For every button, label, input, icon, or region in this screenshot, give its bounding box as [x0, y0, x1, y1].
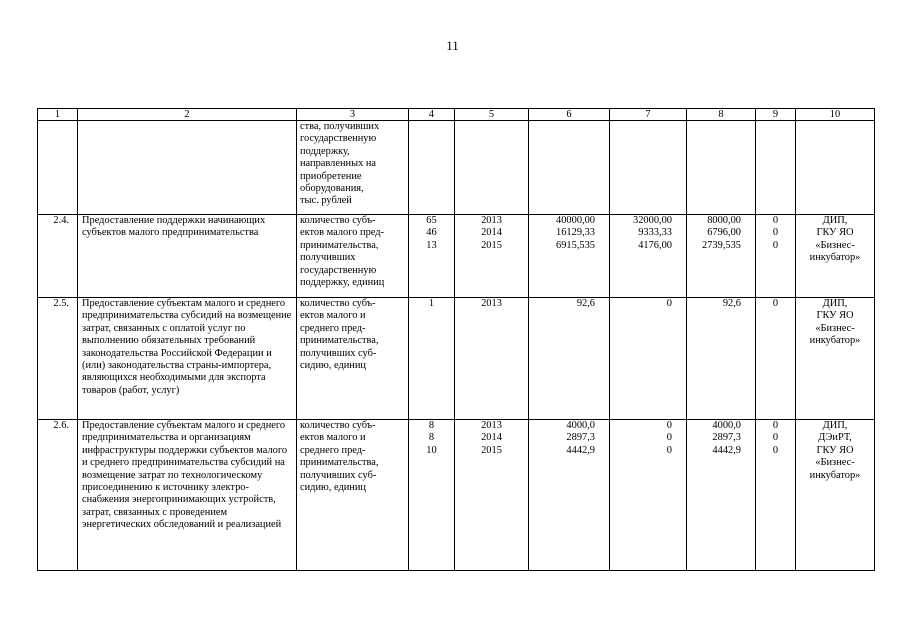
row-number: 2.6.: [38, 420, 78, 571]
indicator: ства, получивших государственную поддержку, направленных на приобретение оборудования, тыс. рублей: [297, 121, 409, 215]
table-header-row: [38, 109, 875, 121]
regional-amount: [687, 121, 756, 215]
regional-amount: 92,6: [687, 298, 756, 420]
col-header-4: 4: [409, 109, 455, 121]
regional-amount: 4000,0 2897,3 4442,9: [687, 420, 756, 571]
col-header-6: 6: [529, 109, 610, 121]
local-amount: [756, 121, 796, 215]
federal-amount: 0 0 0: [610, 420, 687, 571]
program-table: [37, 108, 875, 571]
table-row: [38, 121, 875, 215]
regional-amount: 8000,00 6796,00 2739,535: [687, 215, 756, 298]
federal-amount: 32000,00 9333,33 4176,00: [610, 215, 687, 298]
measure-name: Предоставление субъектам малого и среднего предпринимательства и организациям инфраструктуры поддержки субъектов малого и среднего предпринимательства субсидий на возмещение затрат по технологическому присоединению к источнику электро-снабжения энергопринимающих устройств, затрат, связанных с проведением энергетических обследований и реализацией: [78, 420, 297, 571]
table-row: [38, 215, 875, 298]
local-amount: 0: [756, 298, 796, 420]
col-header-2: 2: [78, 109, 297, 121]
quantity: 1: [409, 298, 455, 420]
row-number: 2.4.: [38, 215, 78, 298]
year: 2013: [455, 298, 529, 420]
executor: ДИП, ГКУ ЯО «Бизнес- инкубатор»: [796, 215, 875, 298]
total-amount: [529, 121, 610, 215]
col-header-8: 8: [687, 109, 756, 121]
federal-amount: [610, 121, 687, 215]
row-number: 2.5.: [38, 298, 78, 420]
federal-amount: 0: [610, 298, 687, 420]
total-amount: 40000,00 16129,33 6915,535: [529, 215, 610, 298]
local-amount: 0 0 0: [756, 420, 796, 571]
quantity: [409, 121, 455, 215]
indicator: количество субъ- ектов малого и среднего пред- принимательства, получивших суб- сидию, единиц: [297, 420, 409, 571]
total-amount: 92,6: [529, 298, 610, 420]
quantity: 65 46 13: [409, 215, 455, 298]
col-header-7: 7: [610, 109, 687, 121]
indicator: количество субъ- ектов малого и среднего пред- принимательства, получивших суб- сидию, единиц: [297, 298, 409, 420]
measure-name: Предоставление субъектам малого и среднего предпринимательства субсидий на возмещение затрат, связанных с оплатой услуг по выполнению обязательных требований законодательства Российской Федерации и (или) законодательства страны-импортера, являющихся необходимыми для экспорта товаров (работ, услуг): [78, 298, 297, 420]
col-header-9: 9: [756, 109, 796, 121]
page-number: 11: [446, 38, 459, 53]
executor: ДИП, ДЭиРТ, ГКУ ЯО «Бизнес- инкубатор»: [796, 420, 875, 571]
indicator: количество субъ- ектов малого пред- принимательства, получивших государственную поддержку, единиц: [297, 215, 409, 298]
col-header-10: 10: [796, 109, 875, 121]
col-header-3: 3: [297, 109, 409, 121]
row-number: [38, 121, 78, 215]
measure-name: [78, 121, 297, 215]
local-amount: 0 0 0: [756, 215, 796, 298]
executor: ДИП, ГКУ ЯО «Бизнес- инкубатор»: [796, 298, 875, 420]
year: [455, 121, 529, 215]
total-amount: 4000,0 2897,3 4442,9: [529, 420, 610, 571]
year: 2013 2014 2015: [455, 215, 529, 298]
col-header-1: 1: [38, 109, 78, 121]
table-row: [38, 298, 875, 420]
year: 2013 2014 2015: [455, 420, 529, 571]
table-row: [38, 420, 875, 571]
col-header-5: 5: [455, 109, 529, 121]
quantity: 8 8 10: [409, 420, 455, 571]
executor: [796, 121, 875, 215]
measure-name: Предоставление поддержки начинающих субъектов малого предпринимательства: [78, 215, 297, 298]
